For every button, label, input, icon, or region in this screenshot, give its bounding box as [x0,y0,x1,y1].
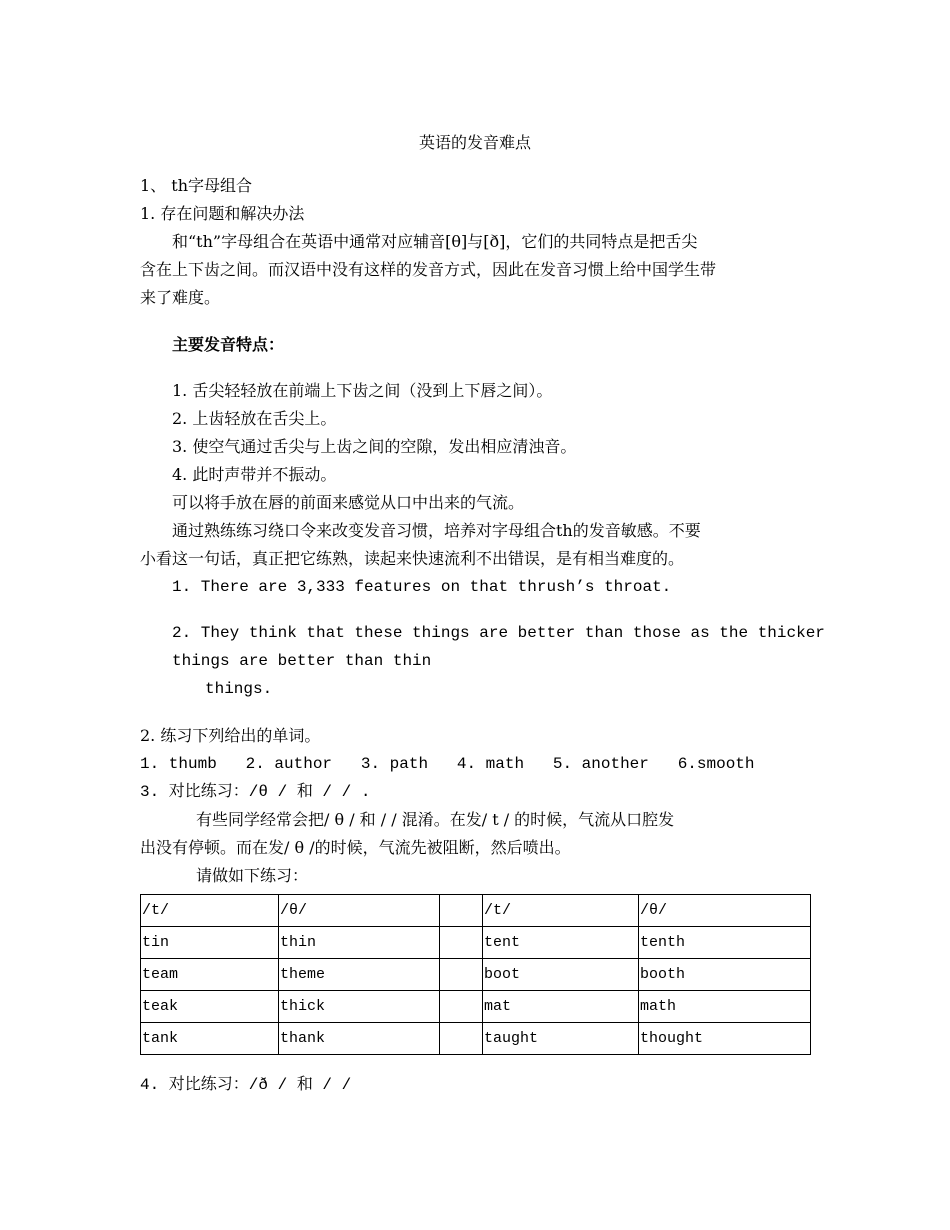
table-cell: tin [141,927,279,959]
table-cell: thin [279,927,440,959]
feature-item-1: 1. 舌尖轻轻放在前端上下齿之间（没到上下唇之间）。 [172,381,553,400]
airflow-tip: 可以将手放在唇的前面来感觉从口中出来的气流。 [172,493,525,512]
exercise-instruction: 请做如下练习： [196,866,309,885]
header-cell: /t/ [141,895,279,927]
table-cell [440,927,483,959]
table-cell: tank [141,1023,279,1055]
table-cell: team [141,959,279,991]
intro-line-1: 和“th”字母组合在英语中通常对应辅音[θ]与[ð]，它们的共同特点是把舌尖 [172,232,698,251]
table-cell: theme [279,959,440,991]
section-1-heading: 1、 th字母组合 [140,176,253,195]
table-cell: taught [483,1023,639,1055]
header-cell [440,895,483,927]
table-cell: tenth [639,927,811,959]
feature-item-4: 4. 此时声带并不振动。 [172,465,337,484]
tongue-twister-2-line-1: 2. They think that these things are better than those as the thicker [172,624,825,642]
feature-item-2: 2. 上齿轻放在舌尖上。 [172,409,337,428]
intro-line-3: 来了难度。 [140,288,221,307]
table-cell [440,959,483,991]
table-row [141,991,811,1023]
section-2-heading: 2. 练习下列给出的单词。 [140,726,321,745]
header-cell: /t/ [483,895,639,927]
intro-line-2: 含在上下齿之间。而汉语中没有这样的发音方式，因此在发音习惯上给中国学生带 [140,260,717,279]
table-cell: boot [483,959,639,991]
table-header-row [141,895,811,927]
table-cell [440,1023,483,1055]
feature-item-3: 3. 使空气通过舌尖与上齿之间的空隙，发出相应清浊音。 [172,437,577,456]
word-list: 1. thumb 2. author 3. path 4. math 5. another 6.smooth [140,755,755,773]
features-heading: 主要发音特点： [172,335,285,354]
tongue-twister-1: 1. There are 3,333 features on that thrush’s throat. [172,578,672,596]
section-3-heading: 3. 对比练习：/θ / 和 / / . [140,783,371,801]
explanation-line-1: 有些同学经常会把/ θ / 和 / / 混淆。在发/ t / 的时候，气流从口腔发 [196,810,675,829]
table-cell: booth [639,959,811,991]
table-row [141,959,811,991]
page-title: 英语的发音难点 [418,133,531,152]
practice-intro-line-2: 小看这一句话，真正把它练熟，读起来快速流利不出错误，是有相当难度的。 [140,549,685,568]
tongue-twister-2-line-2: things are better than thin [172,652,432,670]
table-row [141,927,811,959]
practice-intro-line-1: 通过熟练练习绕口令来改变发音习惯，培养对字母组合th的发音敏感。不要 [172,521,701,540]
table-cell: thank [279,1023,440,1055]
section-4-heading: 4. 对比练习：/ð / 和 / / [140,1076,352,1094]
table-cell: thick [279,991,440,1023]
table-row [141,1023,811,1055]
explanation-line-2: 出没有停顿。而在发/ θ /的时候，气流先被阻断，然后喷出。 [140,838,571,857]
section-1-subheading: 1. 存在问题和解决办法 [140,204,305,223]
table-cell: tent [483,927,639,959]
header-cell: /θ/ [279,895,440,927]
table-cell: mat [483,991,639,1023]
header-cell: /θ/ [639,895,811,927]
tongue-twister-2-line-3: things. [205,680,273,698]
table-cell: thought [639,1023,811,1055]
table-cell [440,991,483,1023]
table-cell: teak [141,991,279,1023]
contrast-table [140,894,811,1055]
table-cell: math [639,991,811,1023]
